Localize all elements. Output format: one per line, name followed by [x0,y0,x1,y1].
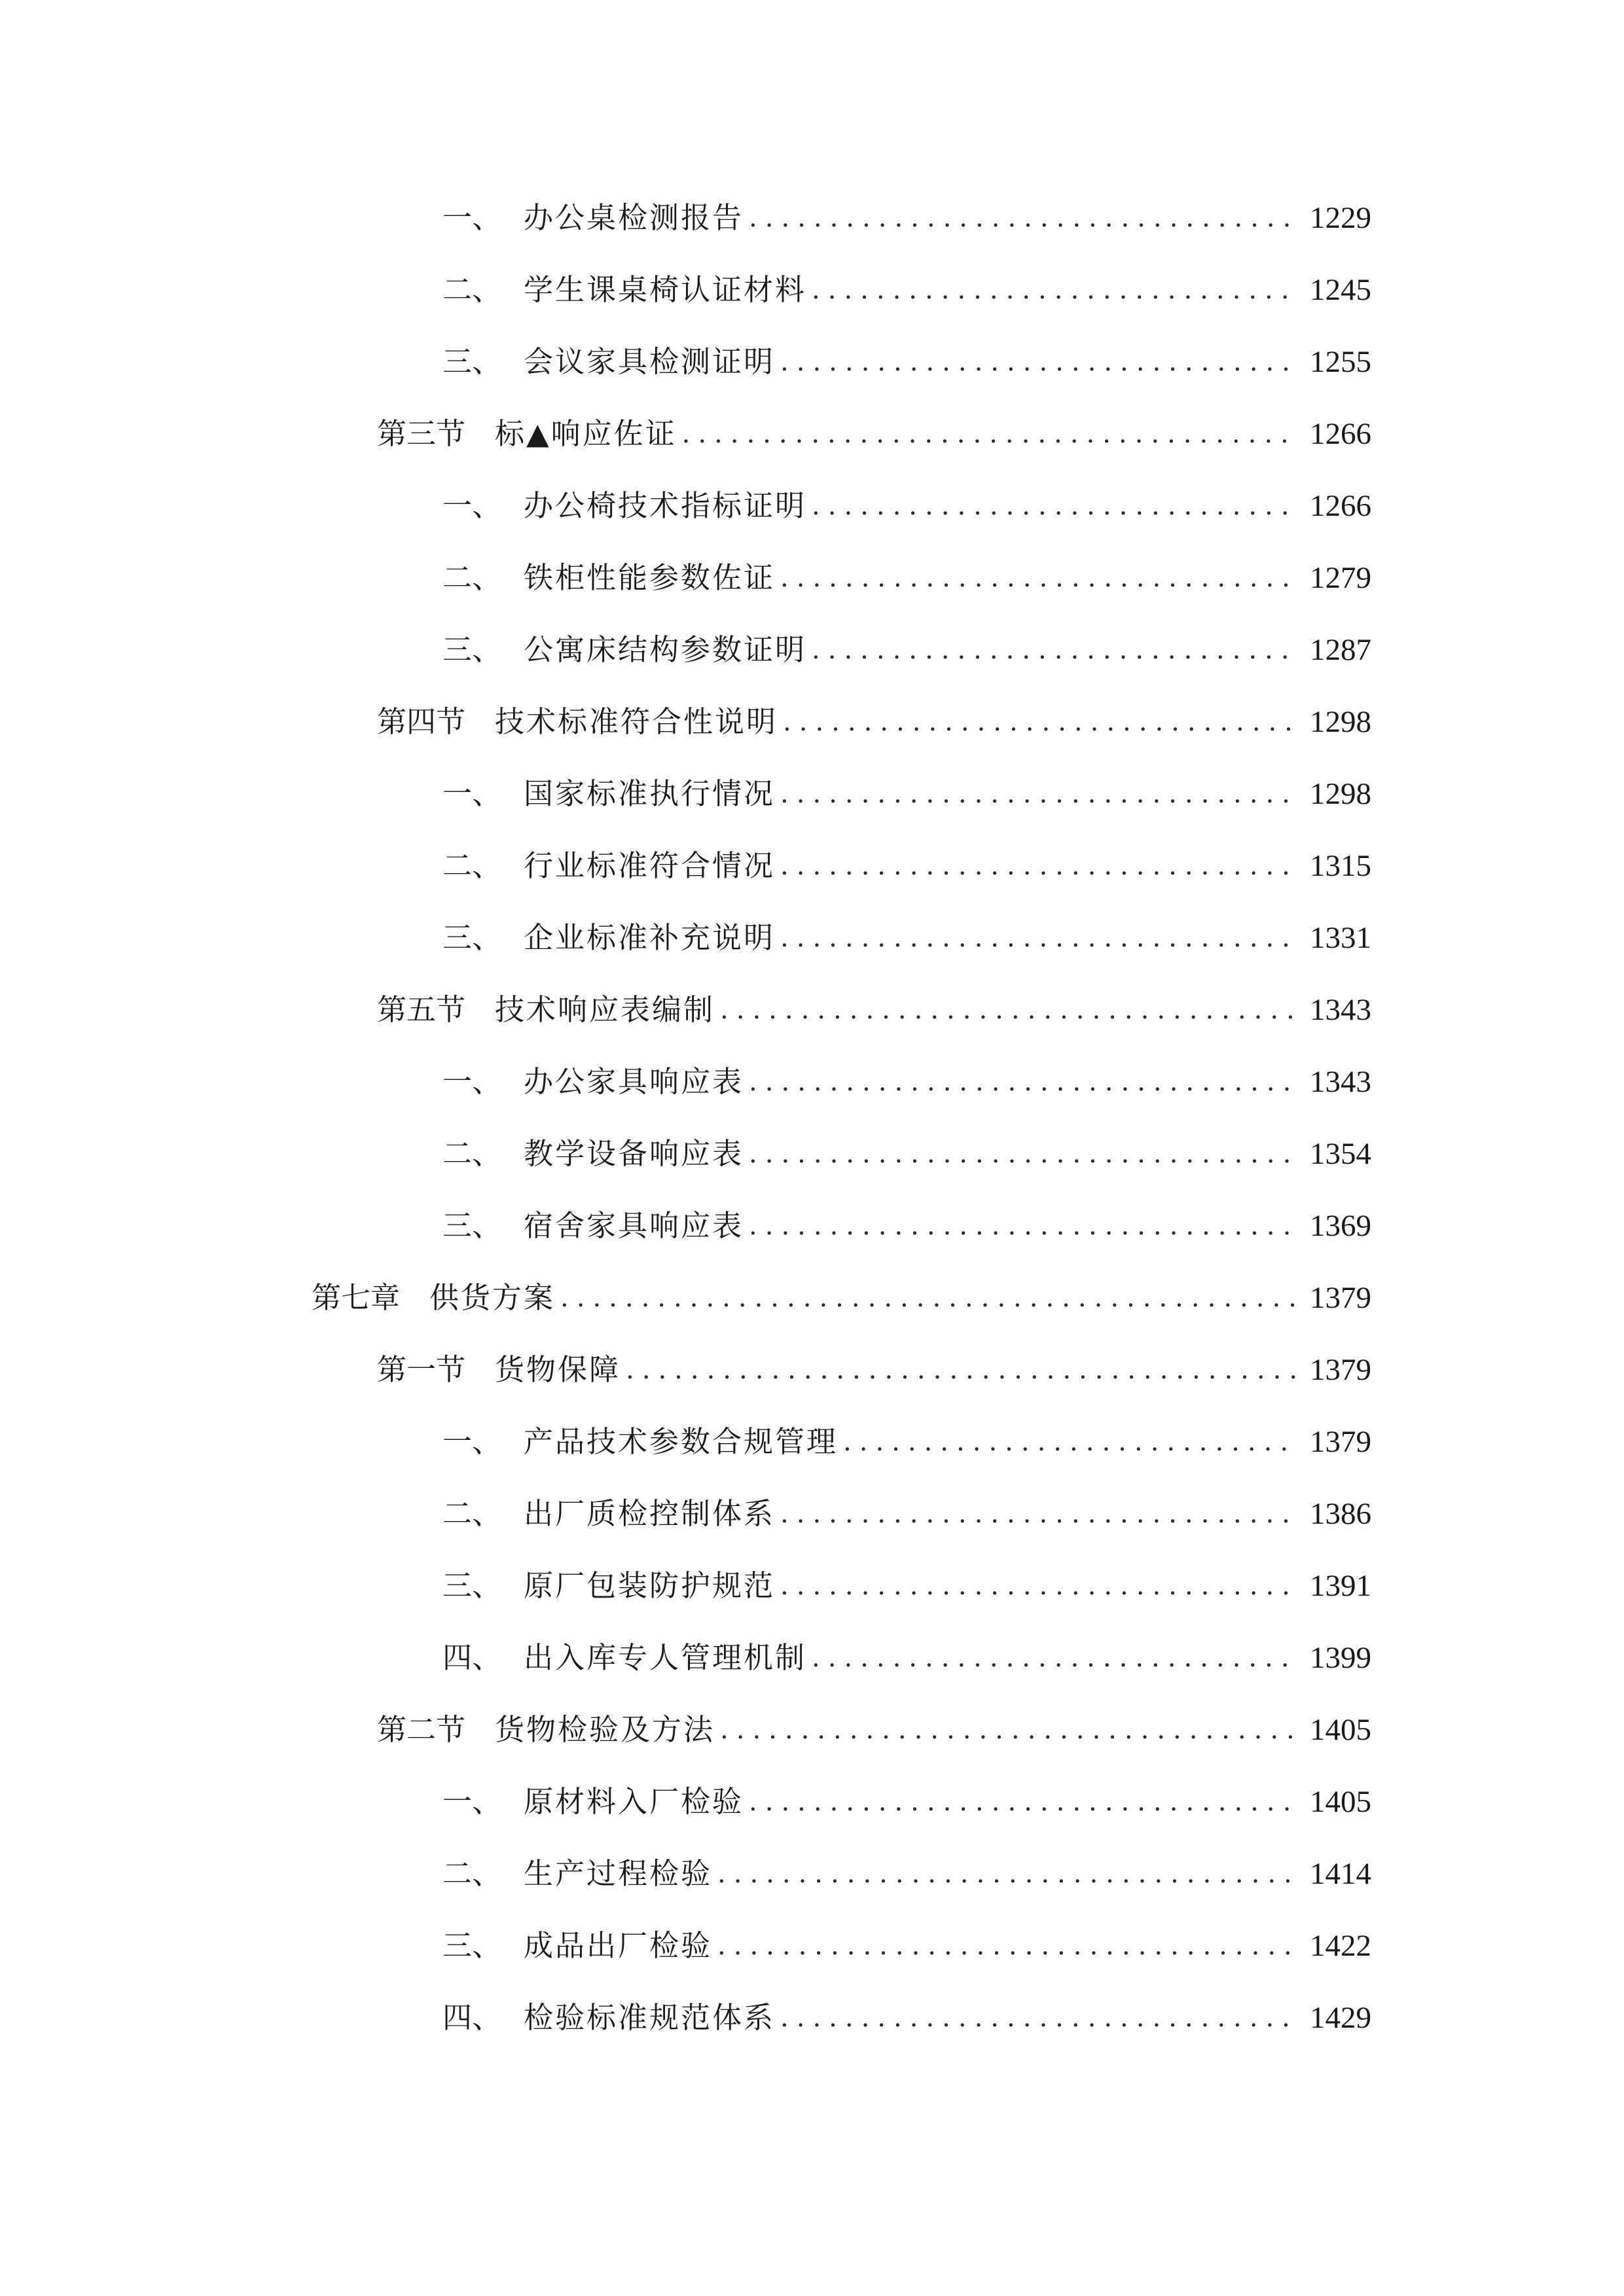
dot-leader [560,1275,1297,1321]
toc-page-number: 1255 [1310,345,1371,379]
dot-leader [780,1491,1297,1537]
toc-number: 二、 [442,560,502,595]
toc-number: 三、 [442,632,502,667]
toc-page-number: 1266 [1310,489,1371,523]
toc-number: 第四节 [377,704,466,739]
toc-page-number: 1379 [1310,1425,1371,1459]
toc-title: 会议家具检测证明 [524,344,776,379]
toc-page-number: 1369 [1310,1209,1371,1243]
toc-title: 教学设备响应表 [524,1136,744,1171]
toc-entry-item[interactable] [442,1779,1371,1825]
toc-entry-item[interactable] [442,1131,1371,1177]
toc-entry-item[interactable] [442,915,1371,961]
dot-leader [780,843,1297,889]
toc-page-number: 1331 [1310,921,1371,955]
toc-page-number: 1429 [1310,2001,1371,2035]
toc-number: 一、 [442,1424,502,1459]
toc-number: 一、 [442,776,502,811]
toc-page-number: 1266 [1310,417,1371,451]
toc-entry-item[interactable] [442,843,1371,889]
toc-entry-item[interactable] [442,1059,1371,1105]
toc-entry-item[interactable] [442,339,1371,385]
toc-page-number: 1391 [1310,1569,1371,1603]
toc-page-number: 1414 [1310,1857,1371,1891]
toc-title: 供货方案 [429,1280,556,1315]
dot-leader [812,627,1297,673]
toc-entry-item[interactable] [442,1923,1371,1969]
toc-title: 办公椅技术指标证明 [524,488,807,523]
toc-number: 三、 [442,1208,502,1243]
toc-title: 办公桌检测报告 [524,200,744,235]
toc-entry-item[interactable] [442,1491,1371,1537]
dot-leader [717,1923,1297,1969]
toc-title: 原厂包装防护规范 [524,1568,776,1603]
toc-number: 三、 [442,920,502,955]
dot-leader [843,1419,1297,1465]
toc-page-number: 1245 [1310,273,1371,307]
dot-leader [749,1779,1297,1825]
toc-number: 一、 [442,1064,502,1099]
dot-leader [780,555,1297,601]
dot-leader [717,1851,1297,1897]
toc-number: 一、 [442,200,502,235]
dot-leader [812,483,1297,529]
toc-entry-item[interactable] [442,1851,1371,1897]
toc-page-number: 1354 [1310,1137,1371,1171]
toc-entry-item[interactable] [442,1635,1371,1681]
toc-number: 一、 [442,488,502,523]
toc-number: 第一节 [377,1352,466,1387]
toc-title: 生产过程检验 [524,1856,713,1891]
toc-number: 二、 [442,1496,502,1531]
dot-leader [812,267,1297,313]
toc-number: 第五节 [377,992,466,1027]
toc-number: 第三节 [377,416,466,451]
toc-page-number: 1399 [1310,1641,1371,1675]
toc-title: 宿舍家具响应表 [524,1208,744,1243]
dot-leader [812,1635,1297,1681]
toc-title: 办公家具响应表 [524,1064,744,1099]
toc-page-number: 1379 [1310,1281,1371,1315]
toc-number: 三、 [442,1568,502,1603]
dot-leader [626,1347,1297,1393]
toc-title: 技术标准符合性说明 [495,704,778,739]
dot-leader [720,987,1297,1033]
toc-number: 四、 [442,1640,502,1675]
toc-title: 成品出厂检验 [524,1928,713,1963]
toc-entry-item[interactable] [442,483,1371,529]
toc-title: 出入库专人管理机制 [524,1640,807,1675]
toc-page-number: 1229 [1310,201,1371,235]
toc-title: 出厂质检控制体系 [524,1496,776,1531]
dot-leader [783,699,1297,745]
toc-title: 学生课桌椅认证材料 [524,272,807,307]
toc-page-number: 1386 [1310,1497,1371,1531]
toc-page-number: 1405 [1310,1713,1371,1747]
toc-title: 铁柜性能参数佐证 [524,560,776,595]
toc-number: 一、 [442,1784,502,1819]
toc-title: 企业标准补充说明 [524,920,776,955]
toc-entry-item[interactable] [442,555,1371,601]
dot-leader [780,339,1297,385]
toc-entry-item[interactable] [442,1203,1371,1249]
dot-leader [749,195,1297,241]
toc-entry-section[interactable] [377,1707,1371,1753]
dot-leader [749,1059,1297,1105]
toc-number: 二、 [442,848,502,883]
toc-entry-item[interactable] [442,627,1371,673]
toc-number: 三、 [442,344,502,379]
dot-leader [780,1995,1297,2041]
toc-number: 四、 [442,2000,502,2035]
toc-entry-item[interactable] [442,195,1371,241]
toc-entry-item[interactable] [442,1563,1371,1609]
toc-page-number: 1298 [1310,777,1371,811]
dot-leader [780,771,1297,817]
toc-page-number: 1405 [1310,1785,1371,1819]
toc-number: 第二节 [377,1712,466,1747]
dot-leader [780,1563,1297,1609]
toc-page-number: 1298 [1310,705,1371,739]
toc-page-number: 1343 [1310,993,1371,1027]
toc-title: 标▲响应佐证 [495,416,677,451]
toc-number: 二、 [442,1856,502,1891]
toc-entry-item[interactable] [442,771,1371,817]
toc-page-number: 1379 [1310,1353,1371,1387]
toc-entry-item[interactable] [442,267,1371,313]
toc-title: 公寓床结构参数证明 [524,632,807,667]
toc-entry-item[interactable] [442,1419,1371,1465]
toc-entry-section[interactable] [377,1347,1371,1393]
toc-page-number: 1279 [1310,561,1371,595]
toc-number: 三、 [442,1928,502,1963]
toc-title: 技术响应表编制 [495,992,715,1027]
toc-entry-chapter[interactable] [312,1275,1371,1321]
dot-leader [780,915,1297,961]
toc-page-number: 1315 [1310,849,1371,883]
toc-title: 货物检验及方法 [495,1712,715,1747]
dot-leader [682,411,1297,457]
toc-page-number: 1287 [1310,633,1371,667]
dot-leader [749,1131,1297,1177]
toc-title: 检验标准规范体系 [524,2000,776,2035]
toc-title: 国家标准执行情况 [524,776,776,811]
toc-entry-item[interactable] [442,1995,1371,2041]
dot-leader [720,1707,1297,1753]
toc-title: 行业标准符合情况 [524,848,776,883]
toc-page-number: 1343 [1310,1065,1371,1099]
toc-number: 二、 [442,1136,502,1171]
dot-leader [749,1203,1297,1249]
toc-number: 第七章 [312,1280,401,1315]
toc-number: 二、 [442,272,502,307]
toc-entry-section[interactable] [377,411,1371,457]
toc-title: 产品技术参数合规管理 [524,1424,839,1459]
toc-title: 原材料入厂检验 [524,1784,744,1819]
toc-title: 货物保障 [495,1352,621,1387]
toc-page-number: 1422 [1310,1929,1371,1963]
toc-entry-section[interactable] [377,699,1371,745]
toc-entry-section[interactable] [377,987,1371,1033]
